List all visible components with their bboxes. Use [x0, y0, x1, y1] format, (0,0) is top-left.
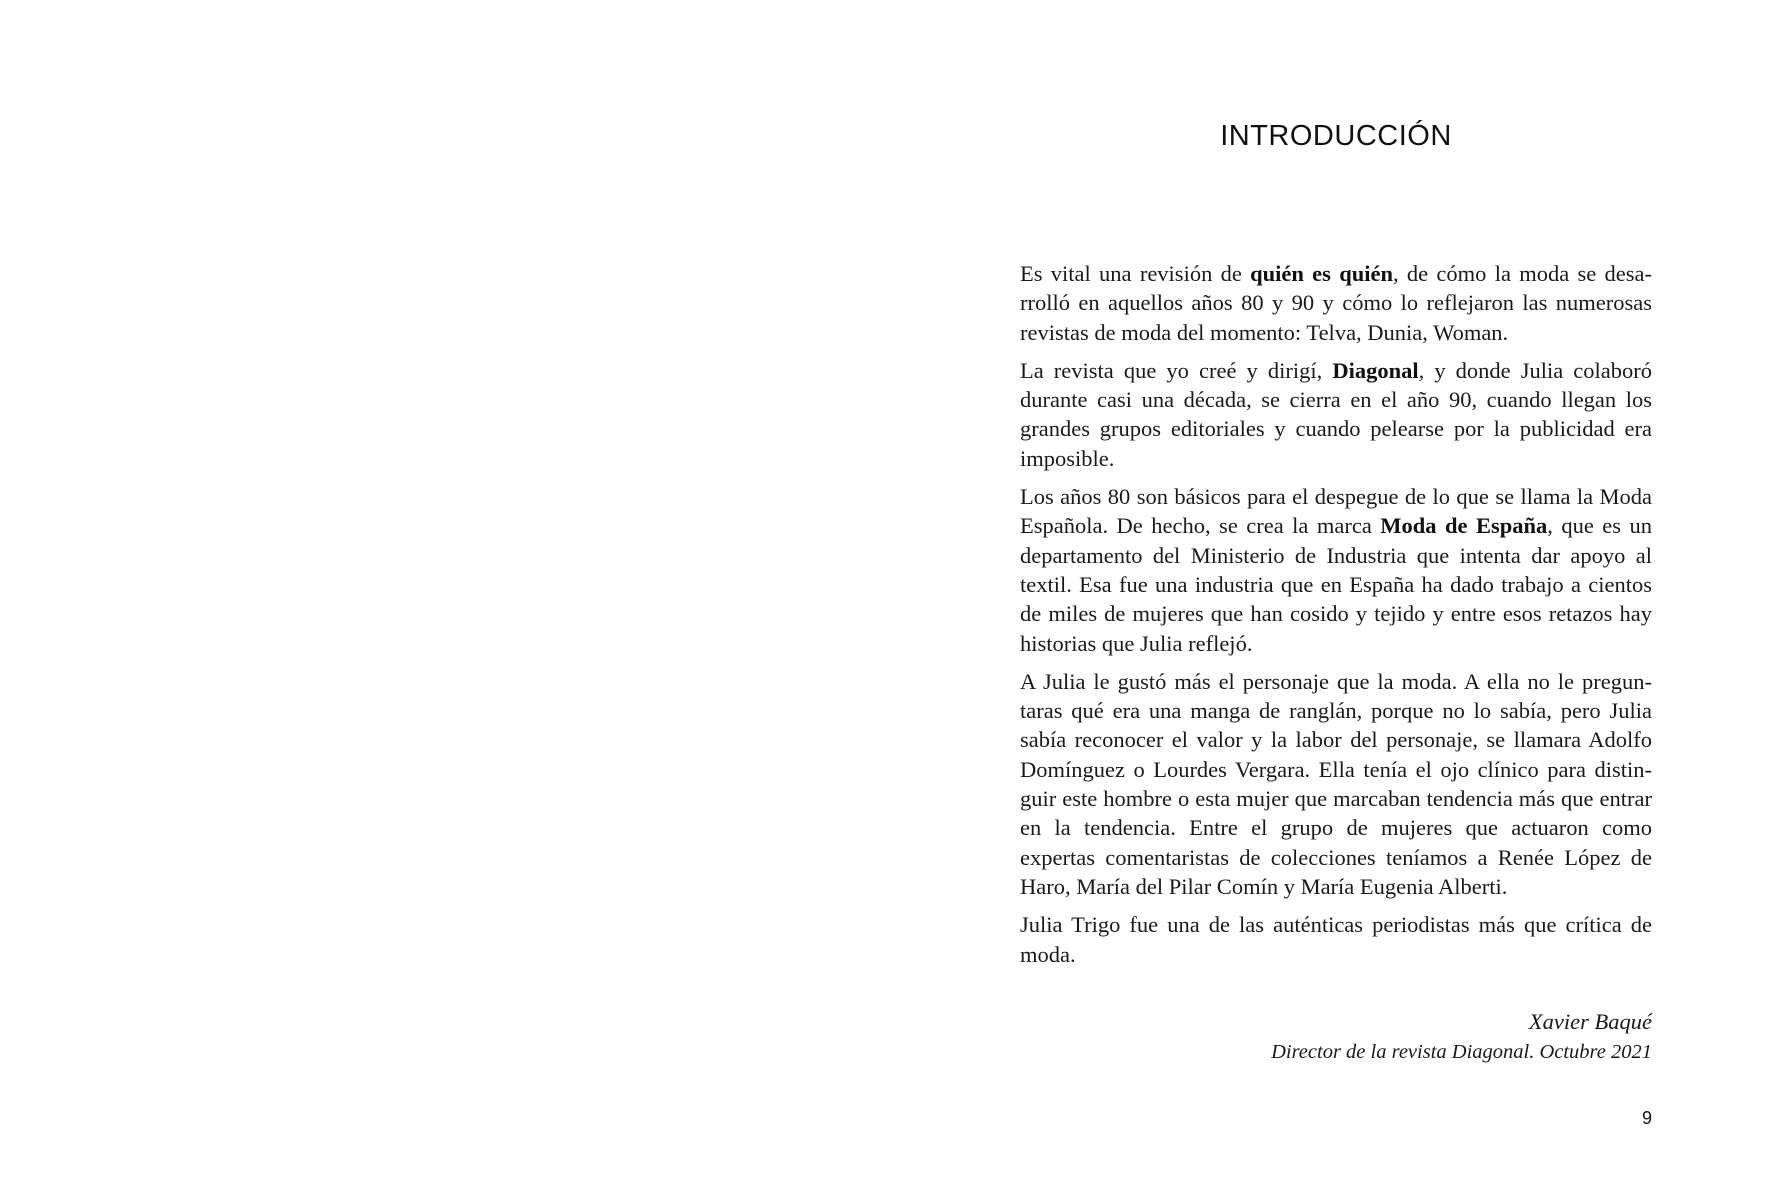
paragraph-2-bold: Diagonal [1332, 357, 1419, 383]
paragraph-2-text-a: La revista que yo creé y dirigí, [1020, 357, 1333, 383]
paragraph-3-text-c: , que es un departamento del Ministerio de Industria que intenta dar apoyo al textil. Esa fue una industria que en España ha dado trabajo a cientos de miles de mujeres que han cosido y tejido y entre esos retazos hay historias que Julia reflejó. [1020, 513, 1652, 656]
paragraph-2 [1020, 356, 1652, 473]
paragraph-5: Julia Trigo fue una de las auténticas periodistas más que crítica de moda. [1020, 912, 1652, 967]
paragraph-1-text-c: , de cómo la moda se desarrolló en aquellos años 80 y 90 y cómo lo reflejaron las numerosas revistas de moda del momento: Telva, Dunia, Woman. [1020, 261, 1652, 345]
paragraph-3 [1020, 482, 1652, 658]
paragraph-1-text-a: Es vital una revisión de [1020, 261, 1251, 286]
paragraph-1-bold: quién es quién [1250, 261, 1393, 286]
chapter-title: INTRODUCCIÓN [1220, 120, 1452, 152]
paragraph-4: A Julia le gustó más el personaje que la moda. A ella no le preguntaras qué era una manga de ranglán, porque no lo sabía, pero Julia sabía reconocer el valor y la labor del personaje, se llamara Adolfo Domínguez o Lourdes Vergara. Ella tenía el ojo clínico para distinguir este hombre o esta mujer que marcaban tendencia más que entrar en la tendencia. Entre el grupo de mujeres que actuaron como expertas comentaristas de colecciones teníamos a Renée López de Haro, María del Pilar Comín y María Eugenia Alberti. [1020, 668, 1652, 899]
paragraph-2-text-c: , y donde Julia colaboró durante casi una década, se cierra en el año 90, cuando llegan los grandes grupos editoriales y cuando pelearse por la publicidad era imposible. [1020, 357, 1653, 471]
signature-name: Xavier Baqué [1528, 1009, 1652, 1034]
paragraph-3-bold: Moda de España [1380, 513, 1548, 539]
body-text [1020, 259, 1652, 978]
page-number: 9 [1641, 1108, 1652, 1128]
signature-block [1020, 1007, 1652, 1067]
paragraph-1 [1020, 259, 1652, 347]
signature-role: Director de la revista Diagonal. Octubre 2021 [1271, 1041, 1652, 1063]
paragraph-3-text-a: Los años 80 son básicos para el despegue de lo que se llama la Moda Española. De hecho, se crea la marca [1020, 484, 1652, 539]
